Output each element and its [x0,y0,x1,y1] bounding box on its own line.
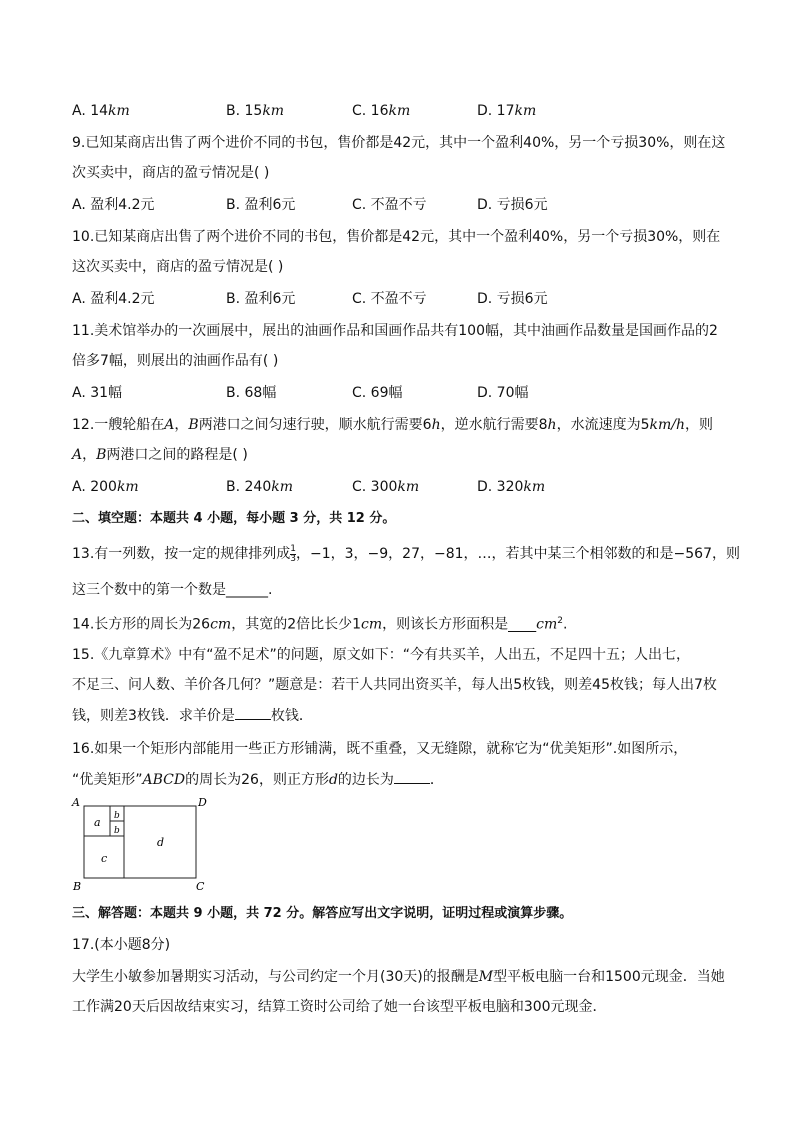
q11-option-d: D. 70幅 [477,385,529,401]
q9-line2: 次买卖中，商店的盈亏情况是( ) [72,165,270,181]
q17-line1: 大学生小敏参加暑期实习活动，与公司约定一个月(30天)的报酬是M型平板电脑一台和1500元现金．当她 [72,969,725,985]
q9-option-b: B. 盈利6元 [226,197,296,213]
q10-option-b: B. 盈利6元 [226,291,296,307]
label-b-top: b [114,811,120,821]
q16-line2: “优美矩形”ABCD的周长为26，则正方形d的边长为 ． [72,769,444,790]
label-C: C [196,880,205,893]
q13-fraction: $\frac{1}{3}$ [290,543,296,564]
q12-option-c: C. 300km [352,479,420,495]
q12-line1: 12.一艘轮船在A，B两港口之间匀速行驶，顺水航行需要6h，逆水航行需要8h，水流速度为5km/h，则 [72,417,713,433]
q16-answer-blank [394,769,430,784]
q13-line2: 这三个数中的第一个数是______. [72,582,273,598]
q9-line1: 9.已知某商店出售了两个进价不同的书包，售价都是42元，其中一个盈利40%，另一个亏损30%，则在这 [72,135,726,151]
q15-line3: 钱，则差3枚钱．求羊价是 枚钱． [72,705,313,726]
q13-line1: 13.有一列数，按一定的规律排列成 $\frac{1}{3}$ ，−1，3，−9，27，−81，…，若其中某三个相邻数的和是−567，则 [72,543,740,564]
label-b-bottom: b [114,826,120,836]
label-B: B [73,880,82,893]
beautiful-rectangle-figure [70,796,210,896]
q15-line2: 不足三、问人数、羊价各几何？”题意是：若干人共同出资买羊，每人出5枚钱，则差45枚钱；每人出7枚 [72,677,717,693]
q11-option-b: B. 68幅 [226,385,277,401]
q9-options [72,195,722,215]
q16-line1: 16.如果一个矩形内部能用一些正方形铺满，既不重叠，又无缝隙，就称它为“优美矩形”.如图所示， [72,741,688,757]
q12-option-a: A. 200km [72,479,139,495]
label-D: D [198,796,207,809]
label-A: A [72,796,80,809]
q11-line1: 11.美术馆举办的一次画展中，展出的油画作品和国画作品共有100幅，其中油画作品数量是国画作品的2 [72,323,718,339]
section3-heading: 三、解答题：本题共 9 小题，共 72 分。解答应写出文字说明，证明过程或演算步骤。 [72,906,573,921]
q15-line1: 15.《九章算术》中有“盈不足术”的问题，原文如下：“今有共买羊，人出五，不足四十五；人出七， [72,647,691,663]
q10-option-c: C. 不盈不亏 [352,291,427,307]
q8-options [72,101,722,121]
q17-title: 17.(本小题8分) [72,937,171,953]
label-d: d [157,836,165,849]
q10-option-a: A. 盈利4.2元 [72,291,155,307]
q17-line2: 工作满20天后因故结束实习，结算工资时公司给了她一台该型平板电脑和300元现金． [72,999,607,1015]
label-a: a [94,816,101,829]
q8-option-c: C. 16km [352,103,411,119]
q8-option-d: D. 17km [477,103,537,119]
q9-option-d: D. 亏损6元 [477,197,548,213]
q11-option-c: C. 69幅 [352,385,403,401]
q9-option-c: C. 不盈不亏 [352,197,427,213]
q14-line: 14.长方形的周长为26cm，其宽的2倍比长少1cm，则该长方形面积是$\_\_\_\_cm^2$. [72,616,568,633]
q12-options [72,477,722,497]
q12-option-d: D. 320km [477,479,546,495]
q8-option-a: A. 14km [72,103,130,119]
q12-option-b: B. 240km [226,479,293,495]
q11-option-a: A. 31幅 [72,385,123,401]
q10-line2: 这次买卖中，商店的盈亏情况是( ) [72,259,284,275]
q11-line2: 倍多7幅，则展出的油画作品有( ) [72,353,279,369]
q9-option-a: A. 盈利4.2元 [72,197,155,213]
q10-line1: 10.已知某商店出售了两个进价不同的书包，售价都是42元，其中一个盈利40%，另一个亏损30%，则在 [72,229,721,245]
section2-heading: 二、填空题：本题共 4 小题，每小题 3 分，共 12 分。 [72,511,396,526]
q15-answer-blank [235,705,271,720]
label-c: c [101,852,108,865]
q8-option-b: B. 15km [226,103,285,119]
outer-rectangle [84,806,196,878]
q10-options [72,289,722,309]
q12-line2: A，B两港口之间的路程是( ) [72,447,248,463]
q11-options [72,383,722,403]
q10-option-d: D. 亏损6元 [477,291,548,307]
